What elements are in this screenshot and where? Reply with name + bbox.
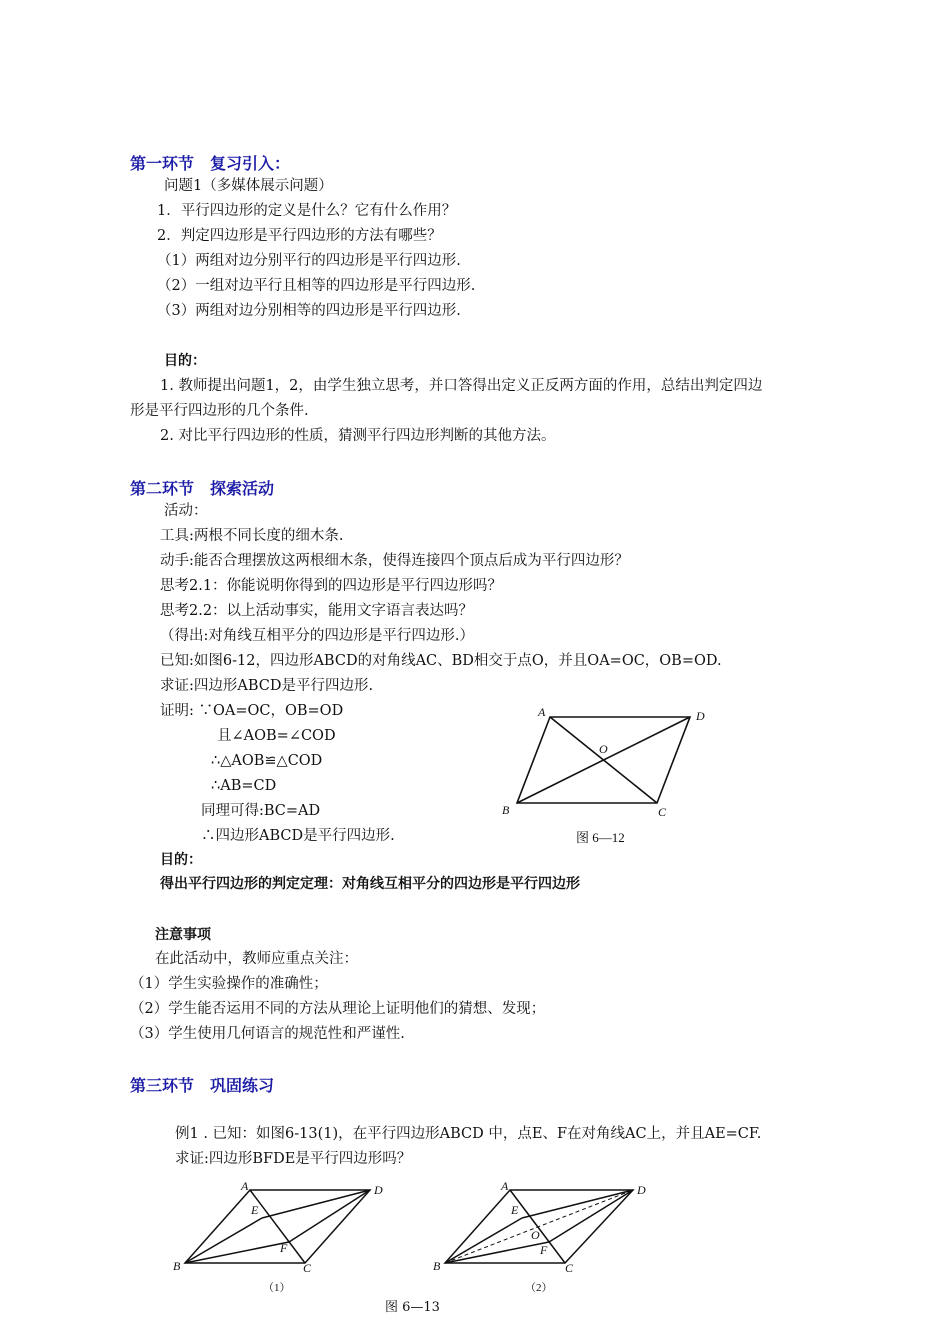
activity-line: 思考2.1：你能说明你得到的四边形是平行四边形吗？ — [160, 578, 503, 594]
activity-label: 活动： — [164, 503, 208, 519]
figure-6-13-caption: 图 6—13 — [385, 1300, 440, 1315]
subfigure-caption: （1） — [263, 1282, 291, 1294]
label-f: F — [280, 1241, 288, 1255]
proof-line: 证明: ∵OA=OC，OB=OD — [160, 703, 344, 719]
label-f: F — [540, 1243, 548, 1257]
label-b: B — [173, 1259, 181, 1273]
diagonal-bd — [517, 717, 690, 803]
notes-line: （3）学生使用几何语言的规范性和严谨性. — [130, 1026, 405, 1042]
label-d: D — [374, 1183, 383, 1197]
figure-6-13-2 — [425, 1178, 655, 1298]
goal-line: 1. 教师提出问题1，2，由学生独立思考，并口答得出定义正反两方面的作用，总结出判定四边 — [160, 378, 763, 394]
label-a: A — [501, 1179, 509, 1193]
method-line: （2）一组对边平行且相等的四边形是平行四边形. — [157, 278, 476, 294]
label-c: C — [565, 1261, 574, 1275]
goal-label: 目的： — [164, 353, 206, 369]
proof-line: ∴四边形ABCD是平行四边形. — [201, 828, 395, 844]
goal-label: 目的： — [160, 852, 202, 868]
proof-line: ∴△AOB≌△COD — [211, 753, 323, 769]
proof-line: 同理可得:BC=AD — [201, 803, 321, 819]
label-a: A — [241, 1179, 249, 1193]
label-e: E — [511, 1203, 519, 1217]
notes-line: （2）学生能否运用不同的方法从理论上证明他们的猜想、发现； — [130, 1001, 546, 1017]
figure-6-12 — [490, 700, 720, 850]
activity-line: 工具:两根不同长度的细木条. — [160, 528, 344, 544]
goal-line: 2. 对比平行四边形的性质，猜测平行四边形判断的其他方法。 — [160, 428, 556, 444]
goal-line: 形是平行四边形的几个条件. — [130, 403, 309, 419]
label-e: E — [251, 1203, 259, 1217]
activity-line: （得出:对角线互相平分的四边形是平行四边形.） — [160, 628, 474, 644]
figure-caption: 图 6—12 — [576, 830, 625, 845]
label-b: B — [433, 1259, 441, 1273]
proof-line: ∴AB=CD — [211, 778, 277, 794]
given-line: 已知:如图6-12，四边形ABCD的对角线AC、BD相交于点O，并且OA=OC，OB=OD. — [160, 653, 722, 669]
label-a: A — [538, 705, 546, 719]
section-3-heading: 第三环节 巩固练习 — [130, 1076, 275, 1095]
notes-label: 注意事项 — [155, 927, 211, 943]
label-c: C — [303, 1261, 312, 1275]
label-o: O — [599, 742, 608, 756]
question-1-title: 问题1（多媒体展示问题） — [164, 178, 333, 194]
method-line: （1）两组对边分别平行的四边形是平行四边形. — [157, 253, 461, 269]
proof-line: 且∠AOB=∠COD — [217, 728, 336, 744]
label-d: D — [696, 709, 705, 723]
question-line: 1．平行四边形的定义是什么？它有什么作用？ — [157, 203, 457, 219]
question-line: 2．判定四边形是平行四边形的方法有哪些？ — [157, 228, 442, 244]
label-o: O — [531, 1228, 540, 1242]
label-b: B — [502, 803, 510, 817]
example-line: 求证:四边形BFDE是平行四边形吗？ — [175, 1151, 412, 1167]
section-1-heading: 第一环节 复习引入： — [130, 154, 291, 173]
section-2-heading: 第二环节 探索活动 — [130, 479, 275, 498]
activity-line: 思考2.2：以上活动事实，能用文字语言表达吗？ — [160, 603, 474, 619]
activity-line: 动手:能否合理摆放这两根细木条，使得连接四个顶点后成为平行四边形？ — [160, 553, 629, 569]
label-d: D — [637, 1183, 646, 1197]
prove-line: 求证:四边形ABCD是平行四边形. — [160, 678, 374, 694]
notes-line: （1）学生实验操作的准确性； — [130, 976, 328, 992]
label-c: C — [658, 805, 667, 819]
notes-line: 在此活动中，教师应重点关注： — [155, 951, 358, 967]
method-line: （3）两组对边分别相等的四边形是平行四边形. — [157, 303, 461, 319]
theorem-text: 得出平行四边形的判定定理：对角线互相平分的四边形是平行四边形 — [160, 876, 580, 892]
figure-6-13-1 — [165, 1178, 395, 1298]
example-line: 例1 . 已知：如图6-13(1)，在平行四边形ABCD 中，点E、F在对角线AC上，并且AE=CF. — [175, 1126, 762, 1142]
subfigure-caption: （2） — [525, 1282, 553, 1294]
